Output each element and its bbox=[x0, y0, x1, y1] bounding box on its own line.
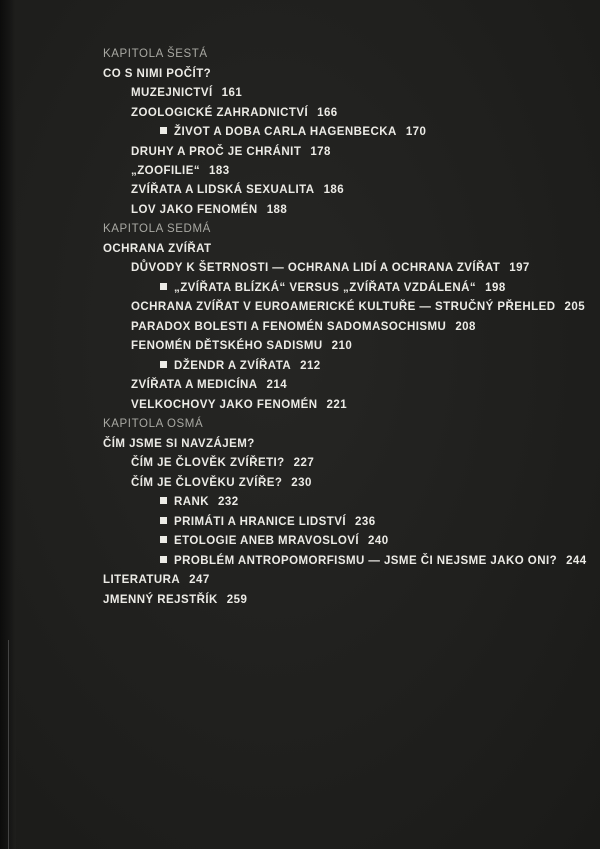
square-bullet-icon bbox=[160, 556, 167, 563]
toc-entry bbox=[131, 261, 530, 275]
square-bullet-icon bbox=[160, 497, 167, 504]
entry-title: DRUHY A PROČ JE CHRÁNIT bbox=[131, 146, 302, 158]
toc-entry bbox=[131, 476, 312, 490]
toc-subentry bbox=[160, 554, 587, 568]
chapter-title-6: CO S NIMI POČÍT? bbox=[103, 68, 212, 80]
toc-entry bbox=[131, 320, 476, 334]
toc-entry bbox=[131, 145, 331, 159]
entry-title: LOV JAKO FENOMÉN bbox=[131, 204, 258, 216]
entry-title: LITERATURA bbox=[103, 574, 181, 586]
square-bullet-icon bbox=[160, 517, 167, 524]
entry-page: 221 bbox=[326, 399, 348, 411]
entry-title: DŽENDR A ZVÍŘATA bbox=[174, 360, 292, 372]
entry-page: 186 bbox=[323, 184, 345, 196]
entry-page: 232 bbox=[218, 496, 239, 508]
entry-page: 240 bbox=[368, 535, 389, 547]
entry-title: MUZEJNICTVÍ bbox=[131, 87, 213, 99]
toc-subentry bbox=[160, 281, 506, 295]
entry-page: 198 bbox=[485, 282, 506, 294]
entry-title: OCHRANA ZVÍŘAT V EUROAMERICKÉ KULTUŘE — STRUČNÝ PŘEHLED bbox=[131, 301, 556, 313]
chapter-title-8: ČÍM JSME SI NAVZÁJEM? bbox=[103, 438, 255, 450]
toc-entry-index bbox=[103, 593, 247, 607]
entry-title: PROBLÉM ANTROPOMORFISMU — JSME ČI NEJSME JAKO ONI? bbox=[174, 555, 558, 567]
entry-page: 197 bbox=[509, 262, 530, 274]
entry-title: ŽIVOT A DOBA CARLA HAGENBECKA bbox=[174, 126, 397, 138]
entry-title: ETOLOGIE ANEB MRAVOSLOVÍ bbox=[174, 535, 360, 547]
toc-entry bbox=[131, 183, 344, 197]
square-bullet-icon bbox=[160, 361, 167, 368]
entry-title: FENOMÉN DĚTSKÉHO SADISMU bbox=[131, 340, 323, 352]
entry-page: 161 bbox=[221, 87, 243, 99]
square-bullet-icon bbox=[160, 536, 167, 543]
entry-page: 230 bbox=[291, 477, 312, 489]
toc-entry bbox=[131, 106, 338, 120]
chapter-title-7: OCHRANA ZVÍŘAT bbox=[103, 243, 212, 255]
entry-page: 212 bbox=[300, 360, 321, 372]
toc-entry bbox=[131, 203, 287, 217]
square-bullet-icon bbox=[160, 127, 167, 134]
toc-entry-literature bbox=[103, 573, 210, 587]
square-bullet-icon bbox=[160, 283, 167, 290]
entry-title: DŮVODY K ŠETRNOSTI — OCHRANA LIDÍ A OCHRANA ZVÍŘAT bbox=[131, 262, 501, 274]
entry-title: ČÍM JE ČLOVĚK ZVÍŘETI? bbox=[131, 457, 285, 469]
toc-subentry bbox=[160, 359, 321, 373]
entry-page: 236 bbox=[355, 516, 376, 528]
entry-title: PARADOX BOLESTI A FENOMÉN SADOMASOCHISMU bbox=[131, 321, 447, 333]
toc-entry bbox=[131, 378, 287, 392]
entry-title: „ZOOFILIE“ bbox=[131, 165, 201, 177]
entry-page: 227 bbox=[293, 457, 315, 469]
entry-page: 183 bbox=[209, 165, 230, 177]
toc-entry bbox=[131, 339, 352, 353]
entry-page: 170 bbox=[405, 126, 427, 138]
entry-page: 247 bbox=[189, 574, 210, 586]
chapter-label-6: KAPITOLA ŠESTÁ bbox=[103, 48, 208, 60]
toc-entry bbox=[131, 456, 314, 470]
entry-title: PRIMÁTI A HRANICE LIDSTVÍ bbox=[174, 516, 347, 528]
toc-entry bbox=[131, 86, 242, 100]
entry-title: ZVÍŘATA A MEDICÍNA bbox=[131, 379, 258, 391]
entry-page: 214 bbox=[266, 379, 288, 391]
entry-title: ZOOLOGICKÉ ZAHRADNICTVÍ bbox=[131, 107, 309, 119]
entry-page: 208 bbox=[455, 321, 476, 333]
toc-entry bbox=[131, 164, 230, 178]
chapter-label-8: KAPITOLA OSMÁ bbox=[103, 418, 204, 430]
entry-title: ZVÍŘATA A LIDSKÁ SEXUALITA bbox=[131, 184, 315, 196]
toc-subentry bbox=[160, 125, 426, 139]
toc-subentry bbox=[160, 495, 239, 509]
entry-page: 166 bbox=[317, 107, 338, 119]
entry-title: ČÍM JE ČLOVĚKU ZVÍŘE? bbox=[131, 477, 283, 489]
chapter-label-7: KAPITOLA SEDMÁ bbox=[103, 223, 211, 235]
entry-page: 178 bbox=[310, 146, 331, 158]
entry-page: 210 bbox=[331, 340, 353, 352]
toc-entry bbox=[131, 398, 347, 412]
entry-title: „ZVÍŘATA BLÍZKÁ“ VERSUS „ZVÍŘATA VZDÁLENÁ“ bbox=[174, 282, 477, 294]
entry-page: 259 bbox=[226, 594, 248, 606]
entry-title: RANK bbox=[174, 496, 210, 508]
toc-entry bbox=[131, 300, 585, 314]
toc-subentry bbox=[160, 534, 389, 548]
toc-subentry bbox=[160, 515, 376, 529]
entry-page: 244 bbox=[566, 555, 587, 567]
entry-title: VELKOCHOVY JAKO FENOMÉN bbox=[131, 399, 318, 411]
entry-title: JMENNÝ REJSTŘÍK bbox=[103, 594, 218, 606]
entry-page: 188 bbox=[266, 204, 288, 216]
entry-page: 205 bbox=[564, 301, 586, 313]
